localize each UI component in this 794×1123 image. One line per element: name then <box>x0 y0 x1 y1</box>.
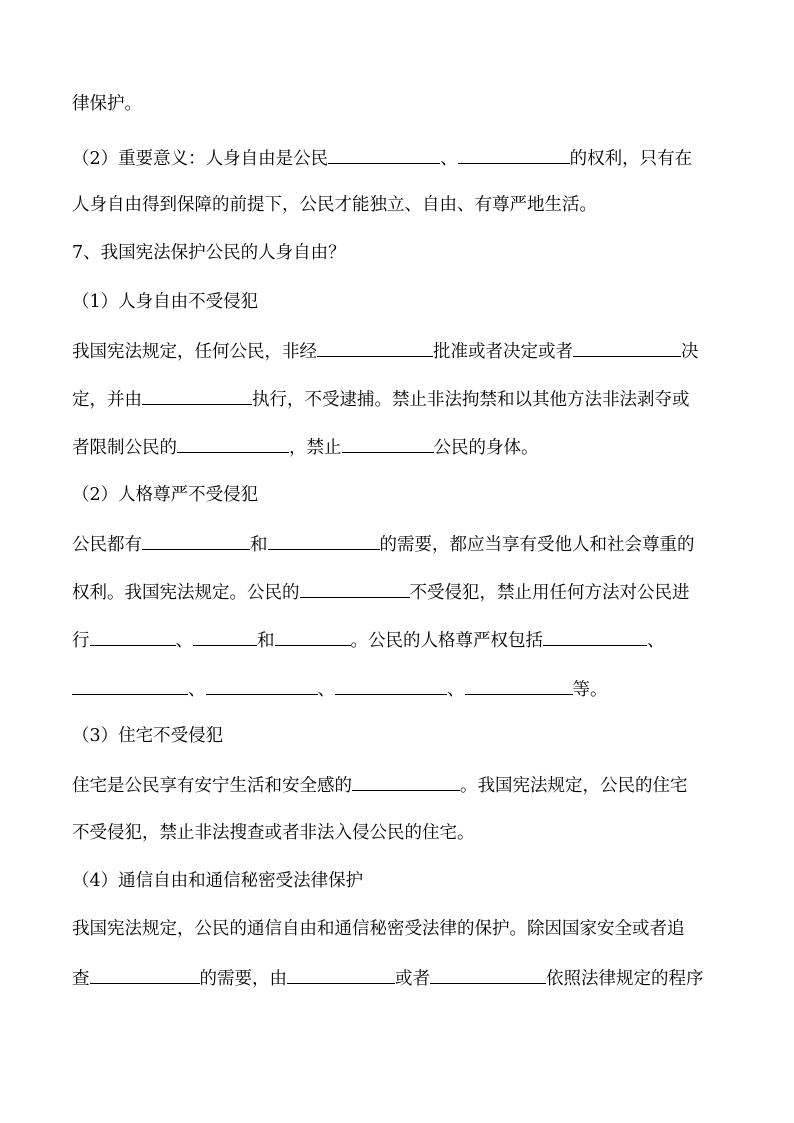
fill-blank[interactable] <box>342 434 434 453</box>
line-text: 我国宪法规定，任何公民，非经 <box>72 342 317 362</box>
line-text: （4）通信自由和通信秘密受法律保护 <box>72 871 364 891</box>
line-text: 公民都有 <box>72 535 142 555</box>
line-text: 和 <box>250 535 268 555</box>
line-text: 定，并由 <box>72 390 142 410</box>
fill-blank[interactable] <box>177 434 289 453</box>
text-line <box>72 579 690 605</box>
fill-blank[interactable] <box>543 627 647 646</box>
line-text: 、 <box>447 680 465 700</box>
fill-blank[interactable] <box>275 627 351 646</box>
line-text: 和 <box>257 631 275 651</box>
line-text: 、 <box>440 149 458 169</box>
line-text: 、 <box>647 631 665 651</box>
fill-blank[interactable] <box>300 579 410 598</box>
section-heading <box>72 724 223 748</box>
line-text: 或者 <box>395 969 430 989</box>
line-text: 批准或者决定或者 <box>433 342 573 362</box>
fill-blank[interactable] <box>72 676 188 695</box>
text-line <box>72 338 699 364</box>
text-line <box>72 772 688 798</box>
text-line <box>72 92 142 116</box>
line-text: （2）重要意义：人身自由是公民 <box>72 149 329 169</box>
fill-blank[interactable] <box>352 772 460 791</box>
fill-blank[interactable] <box>328 145 440 164</box>
fill-blank[interactable] <box>458 145 570 164</box>
line-text: 者限制公民的 <box>72 438 177 458</box>
fill-blank[interactable] <box>193 627 257 646</box>
fill-blank[interactable] <box>268 531 380 550</box>
fill-blank[interactable] <box>142 386 252 405</box>
line-text: 的需要，由 <box>199 969 287 989</box>
line-text: 律保护。 <box>72 94 142 114</box>
fill-blank[interactable] <box>90 627 176 646</box>
line-text: 决 <box>681 342 699 362</box>
section-heading <box>72 290 258 314</box>
line-text: （2）人格尊严不受侵犯 <box>72 485 259 505</box>
line-text: 不受侵犯，禁止用任何方法对公民进 <box>409 583 690 603</box>
text-line <box>72 145 692 171</box>
line-text: 住宅是公民享有安宁生活和安全感的 <box>72 776 352 796</box>
line-text: 的需要，都应当享有受他人和社会尊重的 <box>379 535 695 555</box>
line-text: ，禁止 <box>289 438 342 458</box>
line-text: 依照法律规定的程序 <box>546 969 704 989</box>
text-line <box>72 917 685 941</box>
text-line <box>72 627 665 653</box>
line-text: （1）人身自由不受侵犯 <box>72 292 259 312</box>
text-line <box>72 531 695 557</box>
line-text: 我国宪法规定，公民的通信自由和通信秘密受法律的保护。除因国家安全或者追 <box>72 919 685 939</box>
text-line <box>72 965 704 991</box>
line-text: （3）住宅不受侵犯 <box>72 726 224 746</box>
text-line <box>72 821 475 845</box>
line-text: 行 <box>72 631 90 651</box>
question-heading <box>72 241 346 265</box>
fill-blank[interactable] <box>206 676 318 695</box>
text-line <box>72 193 597 217</box>
line-text: 、 <box>188 680 206 700</box>
fill-blank[interactable] <box>335 676 447 695</box>
line-text: 不受侵犯，禁止非法搜查或者非法入侵公民的住宅。 <box>72 823 475 843</box>
line-text: 、 <box>317 680 335 700</box>
line-text: 查 <box>72 969 90 989</box>
fill-blank[interactable] <box>287 965 395 984</box>
text-line <box>72 676 608 702</box>
line-text: 、 <box>175 631 193 651</box>
text-line <box>72 434 539 460</box>
line-text: 等。 <box>572 680 608 700</box>
fill-blank[interactable] <box>317 338 433 357</box>
fill-blank[interactable] <box>142 531 250 550</box>
line-text: 的权利，只有在 <box>569 149 693 169</box>
section-heading <box>72 869 363 893</box>
line-text: 公民的身体。 <box>433 438 539 458</box>
line-text: 权利。我国宪法规定。公民的 <box>72 583 300 603</box>
section-heading <box>72 483 258 507</box>
line-text: 7、我国宪法保护公民的人身自由？ <box>72 243 346 263</box>
fill-blank[interactable] <box>90 965 200 984</box>
text-line <box>72 386 690 412</box>
line-text: 。我国宪法规定，公民的住宅 <box>460 776 688 796</box>
line-text: 执行，不受逮捕。禁止非法拘禁和以其他方法非法剥夺或 <box>252 390 690 410</box>
line-text: 。公民的人格尊严权包括 <box>350 631 543 651</box>
fill-blank[interactable] <box>465 676 573 695</box>
fill-blank[interactable] <box>573 338 681 357</box>
fill-blank[interactable] <box>430 965 546 984</box>
line-text: 人身自由得到保障的前提下，公民才能独立、自由、有尊严地生活。 <box>72 195 597 215</box>
